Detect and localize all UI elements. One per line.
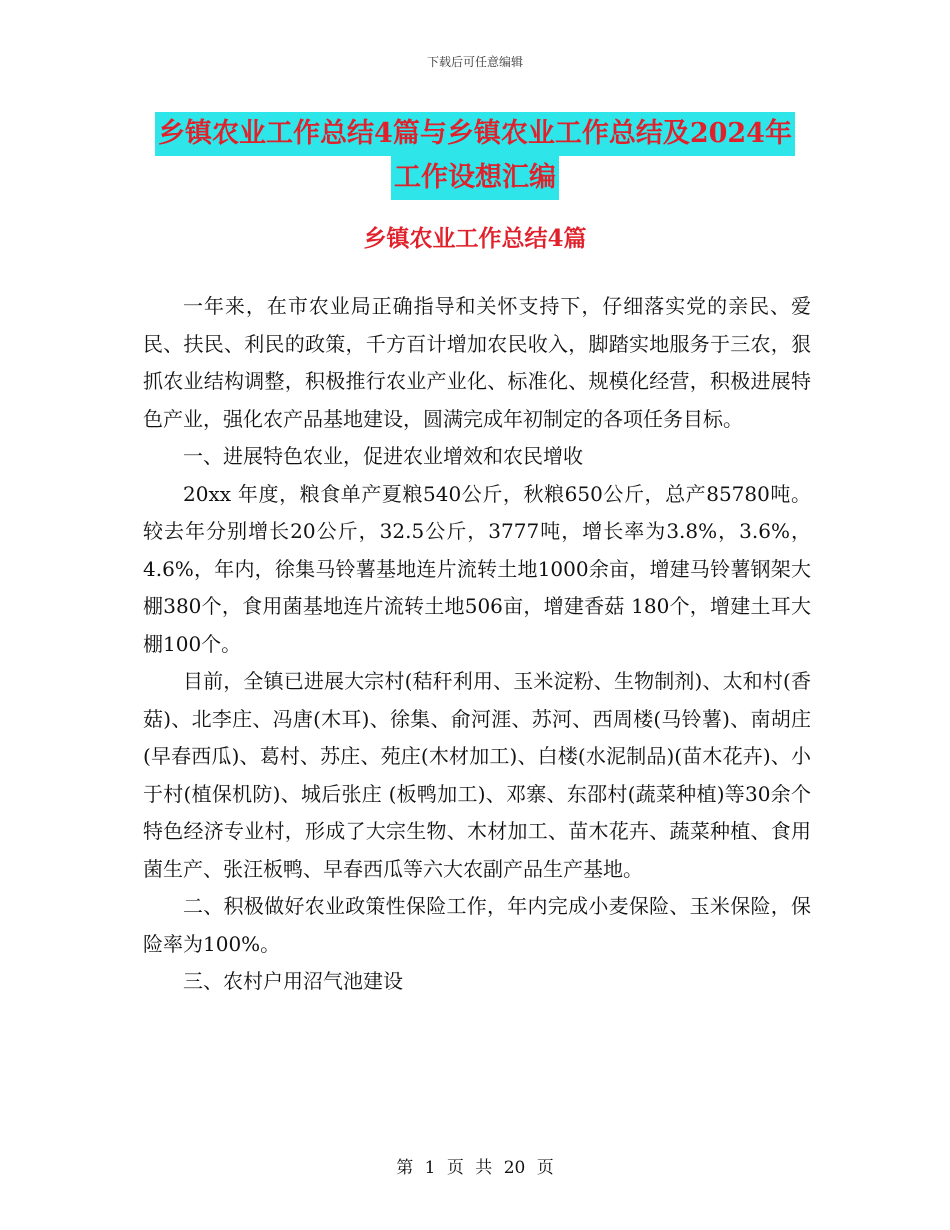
paragraph-intro: 一年来，在市农业局正确指导和关怀支持下，仔细落实党的亲民、爱民、扶民、利民的政策，千方百计增加农民收入，脚踏实地服务于三农，狠抓农业结构调整，积极推行农业产业化、标准化、规模化经营，积极进展特色产业，强化农产品基地建设，圆满完成年初制定的各项任务目标。 xyxy=(143,294,811,431)
page-footer: 第 1 页 共 20 页 xyxy=(396,1158,554,1178)
document-body xyxy=(143,288,811,1001)
document-title xyxy=(0,112,950,200)
paragraph-yield: 20xx 年度，粮食单产夏粮540公斤，秋粮650公斤，总产85780吨。较去年分别增长20公斤，32.5公斤，3777吨，增长率为3.8%，3.6%，4.6%，年内，徐集马铃薯基地连片流转土地1000余亩，增建马铃薯钢架大棚380个，食用菌基地连片流转土地506亩，增建香菇 180个，增建土耳大棚100个。 xyxy=(143,481,811,656)
paragraph-heading-1: 一、进展特色农业，促进农业增效和农民增收 xyxy=(183,444,583,468)
header-note: 下载后可任意编辑 xyxy=(426,55,523,69)
paragraph-heading-3: 三、农村户用沼气池建设 xyxy=(183,969,403,993)
paragraph-villages: 目前，全镇已进展大宗村(秸秆利用、玉米淀粉、生物制剂)、太和村(香菇)、北李庄、冯唐(木耳)、徐集、俞河涯、苏河、西周楼(马铃薯)、南胡庄(早春西瓜)、葛村、苏庄、苑庄(木材加工)、白楼(水泥制品)(苗木花卉)、小于村(植保机防)、城后张庄 (板鸭加工)、邓寨、东邵村(蔬菜种植)等30余个特色经济专业村，形成了大宗生物、木材加工、苗木花卉、蔬菜种植、食用菌生产、张汪板鸭、早春西瓜等六大农副产品生产基地。 xyxy=(143,669,811,881)
section-title: 乡镇农业工作总结4篇 xyxy=(363,225,587,252)
paragraph-insurance: 二、积极做好农业政策性保险工作，年内完成小麦保险、玉米保险，保险率为100%。 xyxy=(143,894,811,956)
document-title-line-2: 工作设想汇编 xyxy=(391,156,559,200)
document-title-line-1: 乡镇农业工作总结4篇与乡镇农业工作总结及2024年 xyxy=(155,112,795,156)
